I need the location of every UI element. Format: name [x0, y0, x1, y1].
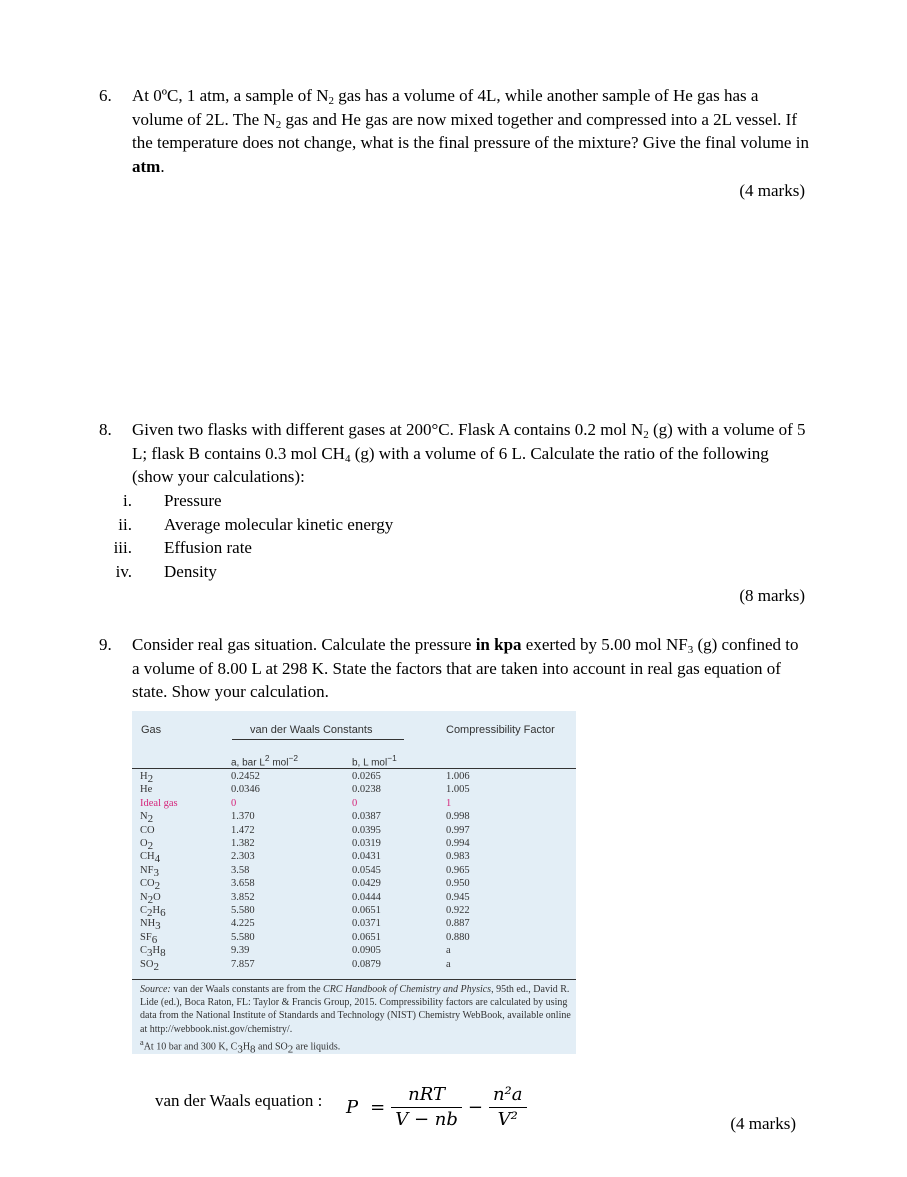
question-text: Consider real gas situation. Calculate the pressure in kpa exerted by 5.00 mol $NF_3$ (g) confined to a volume of 8.00 L at 298 K. State the factors that are taken into account in real gas equation of state. Show your calculation. [132, 635, 799, 702]
z-cell: 0.922 [446, 905, 470, 917]
z-cell: 0.997 [446, 824, 470, 836]
van-der-waals-equation [340, 1083, 527, 1132]
z-cell: 0.880 [446, 931, 470, 943]
table-row [140, 783, 506, 796]
a-cell: 1.382 [231, 838, 255, 850]
numerator: n²a [489, 1083, 527, 1108]
gas-cell: CO [140, 824, 155, 836]
equals-sign: = [370, 1096, 386, 1118]
table-row [140, 864, 506, 877]
list-item: ii. Average molecular kinetic energy [118, 514, 394, 534]
a-cell: 3.852 [231, 891, 255, 903]
b-cell: 0.0387 [352, 811, 381, 823]
data-table [140, 770, 506, 971]
question-number: 6. [99, 86, 112, 105]
question-number: 8. [99, 420, 112, 439]
table-row [140, 931, 506, 944]
a-cell: 0.2452 [231, 771, 260, 782]
b-cell: 0.0395 [352, 824, 381, 836]
a-cell: 0 [231, 797, 237, 809]
gas-cell: $N_2$ [140, 811, 154, 826]
table-row [140, 797, 506, 810]
b-cell: 0.0545 [352, 864, 381, 876]
b-cell: 0.0444 [352, 891, 381, 903]
divider [232, 739, 404, 740]
z-cell: 1 [446, 797, 452, 809]
a-cell: 1.370 [231, 811, 255, 823]
question-text: Given two flasks with different gases at 200°C. Flask A contains 0.2 mol $N_2$ (g) with a volume of 5 L; flask B contains 0.3 mol $CH_4$ (g) with a volume of 6 L. Calculate the ratio of the following (show your calculations): [132, 420, 806, 487]
z-cell: 1.005 [446, 784, 470, 796]
question-number: 9. [99, 635, 112, 654]
gas-cell: $NF_3$ [140, 864, 159, 879]
question-9 [99, 633, 809, 704]
b-cell: 0.0879 [352, 958, 381, 970]
gas-cell: $C_2H_6$ [140, 905, 166, 920]
z-cell: a [446, 945, 451, 957]
denominator: V² [497, 1109, 518, 1130]
z-cell: 0.994 [446, 838, 470, 850]
b-cell: 0.0429 [352, 878, 381, 890]
table-row [140, 944, 506, 957]
gas-cell: Ideal gas [140, 797, 178, 809]
z-cell: 0.965 [446, 864, 470, 876]
table-row [140, 770, 506, 783]
question-text: At 0ºC, 1 atm, a sample of $N_2$ gas has a volume of 4L, while another sample of He gas has a volume of 2L. The $N_2$ gas and He gas are now mixed together and compressed into a 2L vessel. If the temperature does not change, what is the final pressure of the mixture? Give the final volume in atm. [132, 86, 809, 177]
question-8 [99, 418, 809, 608]
table-row [140, 824, 506, 837]
gas-cell: $CO_2$ [140, 878, 161, 893]
gas-cell: He [140, 784, 153, 796]
equation-label: van der Waals equation : [155, 1091, 323, 1110]
sub-question-list [99, 489, 809, 584]
gas-cell: $O_2$ [140, 838, 154, 853]
table-row [140, 850, 506, 863]
table-row [140, 837, 506, 850]
gas-cell: $N_2O$ [140, 891, 161, 906]
fraction-1 [391, 1083, 462, 1132]
source-note: Source: van der Waals constants are from the CRC Handbook of Chemistry and Physics, 95th ed., David R. Lide (ed.), Boca Raton, FL: Taylor & Francis Group, 2015. Compressibility factors are calculated by using data from the National Institute of Standards and Technology (NIST) Chemistry WebBook, available online at http://webbook.nist.gov/chemistry/. [140, 984, 571, 1035]
marks: (8 marks) [739, 585, 805, 605]
b-cell: 0.0905 [352, 945, 381, 957]
marks: (4 marks) [730, 1114, 796, 1133]
b-cell: 0.0651 [352, 905, 381, 917]
a-cell: 5.580 [231, 931, 255, 943]
question-6 [99, 84, 809, 203]
list-item: iv. Density [115, 562, 217, 582]
minus-sign: − [467, 1096, 483, 1118]
b-cell: 0.0319 [352, 838, 381, 850]
divider [132, 768, 576, 769]
z-cell: 0.983 [446, 851, 470, 863]
a-cell: 0.0346 [231, 784, 260, 796]
table-source [140, 983, 572, 1056]
a-cell: 4.225 [231, 918, 255, 930]
a-cell: 1.472 [231, 824, 255, 836]
table-row [140, 891, 506, 904]
b-cell: 0.0238 [352, 784, 381, 796]
fraction-2 [489, 1083, 527, 1132]
b-cell: 0.0651 [352, 931, 381, 943]
b-cell: 0.0371 [352, 918, 381, 930]
van-der-waals-table [132, 711, 576, 1054]
z-cell: 0.945 [446, 891, 470, 903]
table-row [140, 877, 506, 890]
z-cell: a [446, 958, 451, 970]
denominator: V − nb [395, 1109, 458, 1130]
divider [132, 979, 576, 980]
b-cell: 0.0265 [352, 771, 381, 782]
a-cell: 3.58 [231, 864, 250, 876]
z-cell: 0.887 [446, 918, 470, 930]
b-cell: 0.0431 [352, 851, 381, 863]
numerator: nRT [391, 1083, 462, 1108]
b-cell: 0 [352, 797, 358, 809]
a-cell: 3.658 [231, 878, 255, 890]
header-vdw-constants: van der Waals Constants [250, 724, 373, 736]
list-item: iii. Effusion rate [113, 538, 252, 558]
a-cell: 2.303 [231, 851, 255, 863]
gas-cell: $NH_3$ [140, 918, 161, 933]
gas-cell: $H_2$ [140, 771, 154, 785]
header-gas: Gas [141, 724, 162, 736]
header-b: b, L mol$^{-1}$ [352, 753, 397, 769]
z-cell: 0.950 [446, 878, 470, 890]
table-row [140, 958, 506, 971]
z-cell: 1.006 [446, 771, 470, 782]
gas-cell: $CH_4$ [140, 851, 161, 866]
gas-cell: $SO_2$ [140, 958, 159, 973]
footnote: $^a$At 10 bar and 300 K, $C_3H_8$ and $SO_2$ are liquids. [140, 1037, 341, 1056]
table-row [140, 810, 506, 823]
gas-cell: $SF_6$ [140, 931, 158, 946]
a-cell: 9.39 [231, 945, 250, 957]
header-a: a, bar $L^2$ mol$^{-2}$ [231, 753, 298, 769]
list-item: i. Pressure [123, 491, 222, 511]
equation-lhs: P [346, 1096, 359, 1118]
header-compressibility: Compressibility Factor [446, 724, 555, 736]
z-cell: 0.998 [446, 811, 470, 823]
table-row [140, 917, 506, 930]
table-row [140, 904, 506, 917]
a-cell: 7.857 [231, 958, 255, 970]
gas-cell: $C_3H_8$ [140, 945, 166, 960]
marks: (4 marks) [739, 180, 805, 200]
a-cell: 5.580 [231, 905, 255, 917]
